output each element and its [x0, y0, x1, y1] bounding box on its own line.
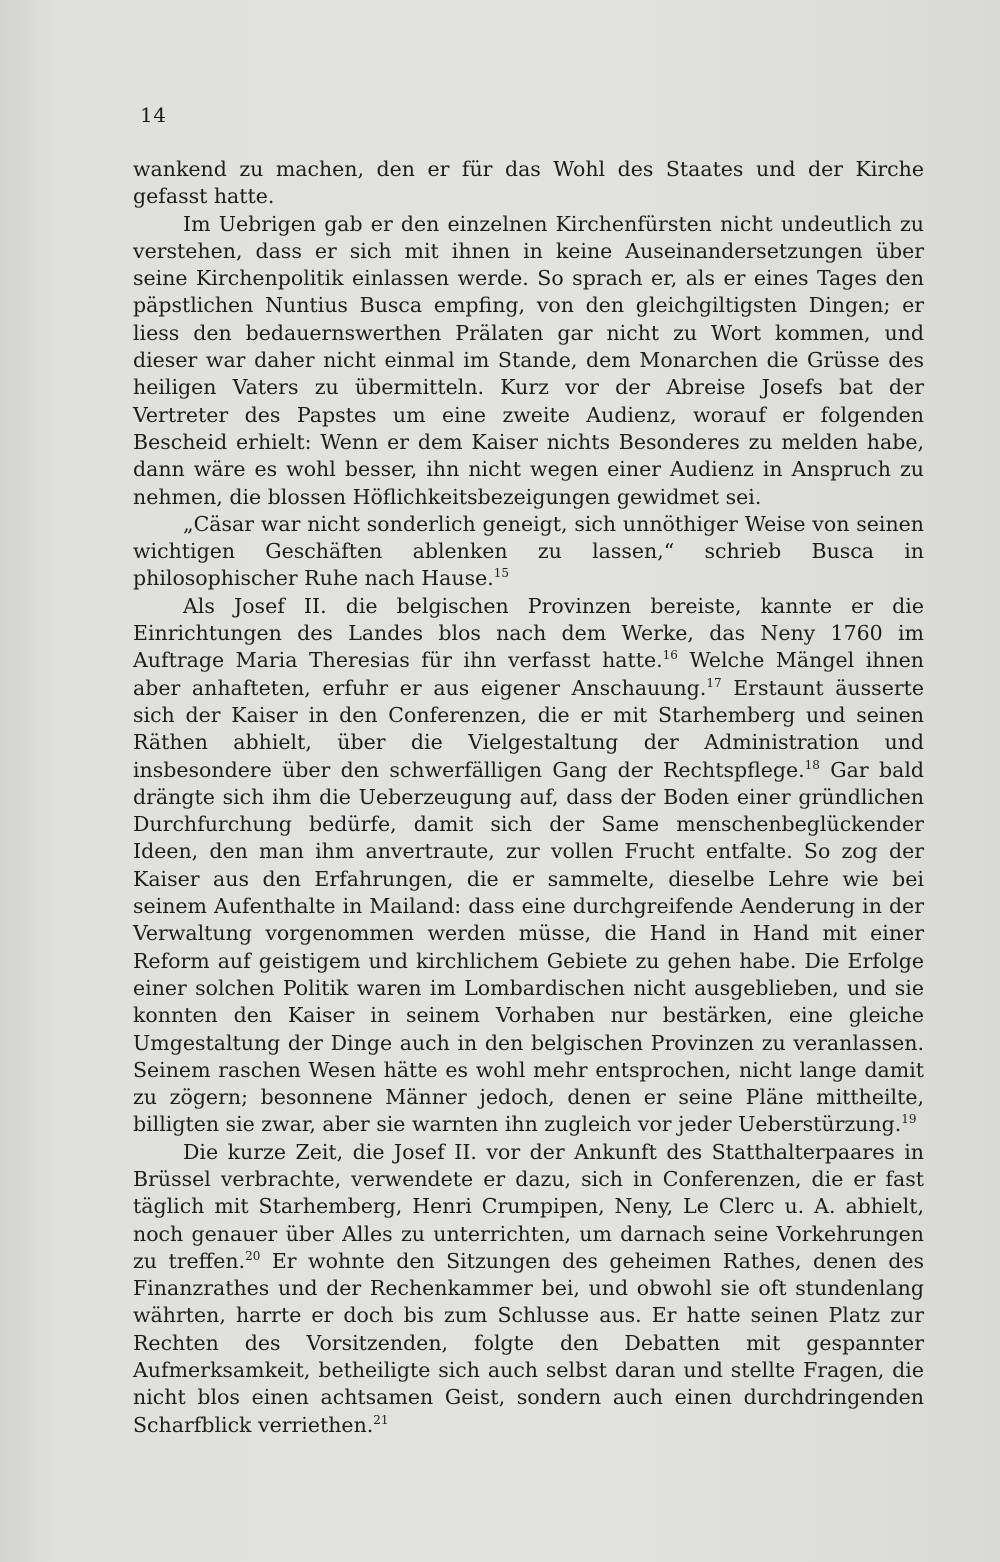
footnote-marker: 20 [245, 1249, 261, 1264]
footnote-marker: 19 [901, 1112, 917, 1127]
footnote-marker: 21 [373, 1412, 389, 1427]
paragraph [133, 1139, 924, 1439]
footnote-marker: 16 [662, 648, 678, 663]
body-text [133, 156, 924, 1439]
text-segment: Im Uebrigen gab er den einzelnen Kirchenfürsten nicht undeutlich zu verstehen, dass er sich mit ihnen in keine Auseinandersetzungen über seine Kirchenpolitik einlassen werde. So sprach er, als er eines Tages den päpstlichen Nuntius Busca empfing, von den gleichgiltigsten Dingen; er liess den bedauernswerthen Prälaten gar nicht zu Wort kommen, und dieser war daher nicht einmal im Stande, dem Monarchen die Grüsse des heiligen Vaters zu übermitteln. Kurz vor der Abreise Josefs bat der Vertreter des Papstes um eine zweite Audienz, worauf er folgenden Bescheid erhielt: Wenn er dem Kaiser nichts Besonderes zu melden habe, dann wäre es wohl besser, ihn nicht wegen einer Audienz in Anspruch zu nehmen, die blossen Höflichkeitsbezeigungen gewidmet sei. [133, 211, 924, 509]
footnote-marker: 15 [493, 566, 510, 581]
text-segment: Die kurze Zeit, die Josef II. vor der Ankunft des Statthalterpaares in Brüssel verbrachte, verwendete er dazu, sich in Conferenzen, die er fast täglich mit Starhemberg, Henri Crumpipen, Neny, Le Clerc u. A. abhielt, noch genauer über Alles zu unterrichten, um darnach seine Vorkehrungen zu treffen. [133, 1139, 924, 1273]
footnote-marker: 17 [706, 675, 722, 690]
paragraph [133, 156, 924, 211]
footnote-marker: 18 [804, 757, 820, 772]
text-segment: Als Josef II. die belgischen Provinzen bereiste, kannte er die Einrichtungen des Landes blos nach dem Werke, das Neny 1760 im Auftrage Maria Theresias für ihn verfasst hatte. [133, 593, 924, 673]
text-segment: Erstaunt äusserte sich der Kaiser in den Conferenzen, die er mit Starhemberg und seinen Räthen abhielt, über die Vielgestaltung der Administration und insbesondere über den schwerfälligen Gang der Rechtspflege. [133, 675, 925, 782]
text-segment: Welche Mängel ihnen aber anhafteten, erfuhr er aus eigener Anschauung. [133, 648, 924, 700]
text-segment: wankend zu machen, den er für das Wohl des Staates und der Kirche gefasst hatte. [133, 157, 924, 209]
page-number: 14 [140, 103, 167, 127]
text-segment: Er wohnte den Sitzungen des geheimen Rathes, denen des Finanzrathes und der Rechenkammer bei, und obwohl sie oft stundenlang währten, harrte er doch bis zum Schlusse aus. Er hatte seinen Platz zur Rechten des Vorsitzenden, folgte den Debatten mit gespannter Aufmerksamkeit, betheiligte sich auch selbst daran und stellte Fragen, die nicht blos einen achtsamen Geist, sondern auch einen durchdringenden Scharfblick verriethen. [133, 1248, 924, 1437]
paragraph [133, 511, 924, 593]
text-segment: „Cäsar war nicht sonderlich geneigt, sich unnöthiger Weise von seinen wichtigen Geschäften ablenken zu lassen,“ schrieb Busca in philosophischer Ruhe nach Hause. [133, 511, 924, 591]
text-segment: Gar bald drängte sich ihm die Ueberzeugung auf, dass der Boden einer gründlichen Durchfurchung bedürfe, damit sich der Same menschenbeglückender Ideen, den man ihm anvertraute, zur vollen Frucht entfalte. So zog der Kaiser aus den Erfahrungen, die er sammelte, dieselbe Lehre wie bei seinem Aufenthalte in Mailand: dass eine durchgreifende Aenderung in der Verwaltung vorgenommen werden müsse, die Hand in Hand mit einer Reform auf geistigem und kirchlichem Gebiete zu gehen habe. Die Erfolge einer solchen Politik waren im Lombardischen nicht ausgeblieben, und sie konnten den Kaiser in seinem Vorhaben nur bestärken, eine gleiche Umgestaltung der Dinge auch in den belgischen Provinzen zu veranlassen. Seinem raschen Wesen hätte es wohl mehr entsprochen, nicht lange damit zu zögern; besonnene Männer jedoch, denen er seine Pläne mittheilte, billigten sie zwar, aber sie warnten ihn zugleich vor jeder Ueberstürzung. [133, 757, 924, 1137]
paragraph [133, 593, 924, 1139]
paragraph [133, 211, 924, 511]
